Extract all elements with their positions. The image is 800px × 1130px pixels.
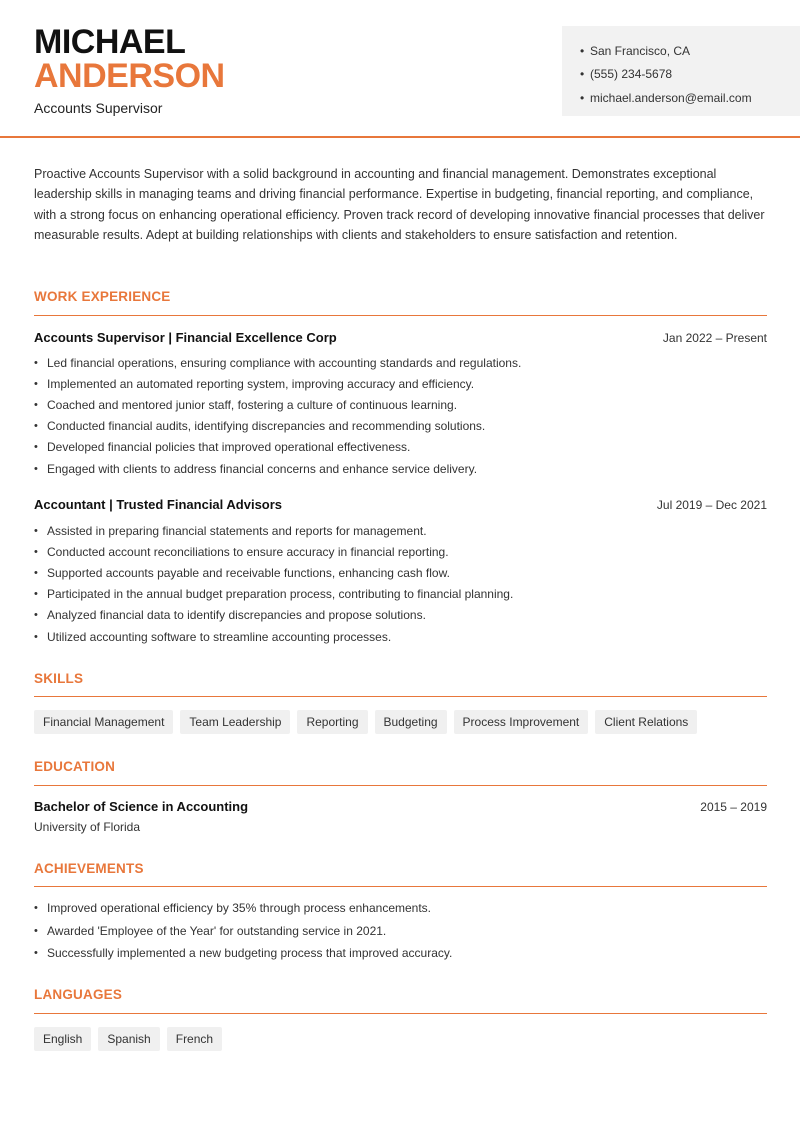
bullet-icon: • [34,441,38,454]
bullet-text: Implemented an automated reporting system, improving accuracy and efficiency. [47,376,475,391]
bullet-text: Conducted account reconciliations to ensure accuracy in financial reporting. [47,544,449,559]
job-title: Accounts Supervisor [34,100,163,116]
section-title-skills: SKILLS [34,671,84,686]
bullet-text: Participated in the annual budget preparation process, contributing to financial planning. [47,587,514,602]
first-name: MICHAEL [34,23,186,61]
bullet-icon: • [34,630,38,643]
bullet-icon: • [580,90,585,105]
skill-tag: Reporting [297,710,367,734]
email-text: michael.anderson@email.com [590,90,752,105]
language-tag: Spanish [98,1027,159,1051]
section-title-education: EDUCATION [34,759,116,774]
language-tag: French [167,1027,222,1051]
bullet-icon: • [34,924,38,937]
skill-tag: Financial Management [34,710,173,734]
last-name: ANDERSON [34,57,225,95]
education-header [34,799,767,814]
location-text: San Francisco, CA [590,43,691,58]
section-divider [34,315,767,316]
bullet-icon: • [34,356,38,369]
list-item [34,626,767,647]
bullet-text: Conducted financial audits, identifying discrepancies and recommending solutions. [47,419,486,434]
list-item [34,394,767,415]
contact-location [580,39,800,63]
bullet-icon: • [580,67,585,82]
list-item [34,416,767,437]
contact-phone [580,63,800,87]
skill-tag: Team Leadership [180,710,290,734]
list-item [34,437,767,458]
job-dates: Jan 2022 – Present [662,331,767,345]
bullet-text: Engaged with clients to address financial concerns and enhance service delivery. [47,461,478,476]
job-role: Accounts Supervisor | Financial Excellence Corp [34,330,337,345]
bullet-icon: • [34,398,38,411]
bullet-icon: • [34,566,38,579]
bullet-text: Utilized accounting software to streamline accounting processes. [47,629,392,644]
resume-header [0,0,800,138]
job-dates: Jul 2019 – Dec 2021 [656,498,767,512]
section-divider [34,1013,767,1014]
bullet-text: Analyzed financial data to identify discrepancies and propose solutions. [47,608,426,623]
school-name: University of Florida [34,820,141,834]
bullet-text: Led financial operations, ensuring compliance with accounting standards and regulations. [47,355,522,370]
list-item [34,458,767,479]
list-item [34,352,767,373]
section-divider [34,886,767,887]
job-header [34,330,767,345]
bullet-text: Coached and mentored junior staff, fostering a culture of continuous learning. [47,397,458,412]
contact-box [562,26,800,116]
language-tag: English [34,1027,91,1051]
bullet-icon: • [34,588,38,601]
section-title-work: WORK EXPERIENCE [34,289,171,304]
phone-text: (555) 234-5678 [590,67,673,82]
achievements-list [34,897,767,965]
bullet-text: Supported accounts payable and receivable functions, enhancing cash flow. [47,565,450,580]
bullet-icon: • [34,377,38,390]
bullet-text: Successfully implemented a new budgeting process that improved accuracy. [47,946,453,961]
skill-tag: Client Relations [595,710,697,734]
degree: Bachelor of Science in Accounting [34,799,249,814]
bullet-icon: • [34,947,38,960]
skill-tag: Process Improvement [454,710,589,734]
profile-summary: Proactive Accounts Supervisor with a solid background in accounting and financial management. Demonstrates exceptional leadership skills in managing teams and driving financial performance. Expertise in budgeting, financial reporting, and compliance, with a strong focus on enhancing operational efficiency. Proven track record of developing innovative financial processes that deliver measurable results. Adept at building relationships with clients and stakeholders to ensure satisfaction and retention. [34,167,765,243]
education-dates: 2015 – 2019 [700,800,767,814]
list-item [34,605,767,626]
bullet-icon: • [34,545,38,558]
section-divider [34,696,767,697]
bullet-icon: • [34,462,38,475]
contact-email [580,86,800,110]
bullet-text: Assisted in preparing financial statements and reports for management. [47,523,427,538]
section-title-languages: LANGUAGES [34,987,123,1002]
job-bullets [34,352,767,479]
bullet-icon: • [34,420,38,433]
job-role: Accountant | Trusted Financial Advisors [34,497,283,512]
list-item [34,541,767,562]
languages-list [34,1027,222,1051]
section-title-achievements: ACHIEVEMENTS [34,861,144,876]
list-item [34,584,767,605]
job-bullets [34,520,767,647]
skills-list [34,710,697,734]
list-item [34,562,767,583]
skill-tag: Budgeting [375,710,447,734]
bullet-text: Improved operational efficiency by 35% through process enhancements. [47,901,432,916]
bullet-text: Developed financial policies that improved operational effectiveness. [47,440,411,455]
list-item [34,373,767,394]
bullet-icon: • [34,902,38,915]
job-header [34,497,767,512]
list-item [34,897,767,920]
list-item [34,520,767,541]
bullet-text: Awarded 'Employee of the Year' for outstanding service in 2021. [47,923,387,938]
list-item [34,920,767,943]
section-divider [34,785,767,786]
bullet-icon: • [580,43,585,58]
list-item [34,942,767,965]
bullet-icon: • [34,524,38,537]
bullet-icon: • [34,609,38,622]
